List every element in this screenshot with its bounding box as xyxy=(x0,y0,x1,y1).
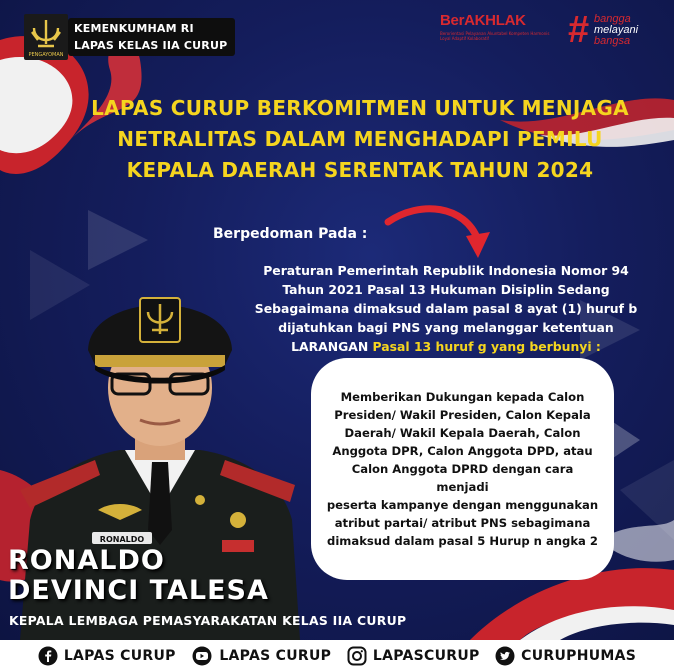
quote-line-6: peserta kampanye dengan menggunakan xyxy=(326,498,599,512)
person-name xyxy=(8,546,269,606)
triangle-decor xyxy=(610,420,640,460)
quote-line-5: Calon Anggota DPRD dengan cara menjadi xyxy=(351,462,574,494)
twitter-link[interactable] xyxy=(495,646,636,666)
organization-name xyxy=(68,18,235,56)
berakhlak-subtitle: Berorientasi Pelayanan Akuntabel Kompeten Harmonis Loyal Adaptif Kolaboratif xyxy=(440,31,550,41)
necktie xyxy=(148,462,172,545)
berakhlak-title: BerAKHLAK xyxy=(440,12,526,29)
collar-pin xyxy=(195,495,205,505)
person-name-line-1: RONALDO xyxy=(8,545,165,576)
youtube-link[interactable] xyxy=(191,646,331,666)
quote-line-4: Anggota DPR, Calon Anggota DPD, atau xyxy=(332,444,593,458)
bangga-line-3: bangsa xyxy=(594,35,631,47)
triangle-decor xyxy=(88,210,148,270)
kemenkumham-logo xyxy=(24,14,68,60)
facebook-label: LAPAS CURUP xyxy=(63,648,176,664)
hashtag-icon: # xyxy=(568,9,590,51)
facebook-icon xyxy=(38,646,58,666)
youtube-label: LAPAS CURUP xyxy=(219,648,332,664)
bangga-line-2: melayani xyxy=(594,24,639,36)
regulation-text xyxy=(246,261,646,356)
quote-bubble xyxy=(311,358,614,580)
person-title: KEPALA LEMBAGA PEMASYARAKATAN KELAS IIA CURUP xyxy=(9,613,407,628)
instagram-icon xyxy=(347,646,367,666)
arrow-head-icon xyxy=(466,232,490,258)
pedoman-label: Berpedoman Pada : xyxy=(213,226,368,242)
logo-caption: PENGAYOMAN xyxy=(28,52,64,58)
instagram-link[interactable] xyxy=(347,646,480,666)
regulation-line-3: Sebagaimana dimaksud dalam pasal 8 ayat (1) huruf b xyxy=(254,301,638,316)
facebook-link[interactable] xyxy=(38,646,176,666)
quote-text xyxy=(325,388,600,550)
pengayoman-logo-icon xyxy=(24,14,68,60)
headline xyxy=(60,93,660,186)
quote-line-8: dimaksud dalam pasal 5 Hurup n angka 2 xyxy=(327,534,598,548)
bangga-line-1: bangga xyxy=(594,13,631,25)
quote-line-1: Memberikan Dukungan kepada Calon xyxy=(340,390,585,404)
cap-band xyxy=(95,355,225,367)
headline-line-2: NETRALITAS DALAM MENGHADAPI PEMILU xyxy=(117,127,603,151)
regulation-line-4: dijatuhkan bagi PNS yang melanggar ketentuan xyxy=(278,320,614,335)
quote-line-3: Daerah/ Wakil Kepala Daerah, Calon xyxy=(344,426,581,440)
larangan-label: LARANGAN xyxy=(291,339,373,354)
bangga-text xyxy=(594,14,638,47)
person-name-line-2: DEVINCI TALESA xyxy=(8,575,269,606)
org-line-1: KEMENKUMHAM RI xyxy=(74,22,194,35)
quote-line-7: atribut partai/ atribut PNS sebagimana xyxy=(334,516,591,530)
nametag-text: RONALDO xyxy=(99,535,145,544)
twitter-icon xyxy=(495,646,515,666)
berakhlak-logo xyxy=(440,12,552,41)
headline-line-1: LAPAS CURUP BERKOMITMEN UNTUK MENJAGA xyxy=(91,96,629,120)
org-line-2: LAPAS KELAS IIA CURUP xyxy=(74,39,228,52)
regulation-line-5 xyxy=(246,337,646,356)
regulation-line-2: Tahun 2021 Pasal 13 Hukuman Disiplin Sedang xyxy=(282,282,610,297)
instagram-label: LAPASCURUP xyxy=(372,648,480,664)
curved-arrow-icon xyxy=(388,209,478,240)
pasal-highlight: Pasal 13 huruf g yang berbunyi : xyxy=(372,339,601,354)
regulation-line-1: Peraturan Pemerintah Republik Indonesia Nomor 94 xyxy=(263,263,629,278)
headline-line-3: KEPALA DAERAH SERENTAK TAHUN 2024 xyxy=(126,158,594,182)
social-footer xyxy=(0,640,674,672)
twitter-label: CURUPHUMAS xyxy=(521,648,637,664)
youtube-icon xyxy=(191,646,213,666)
quote-line-2: Presiden/ Wakil Presiden, Calon Kepala xyxy=(334,408,591,422)
insignia-badge xyxy=(230,512,246,528)
